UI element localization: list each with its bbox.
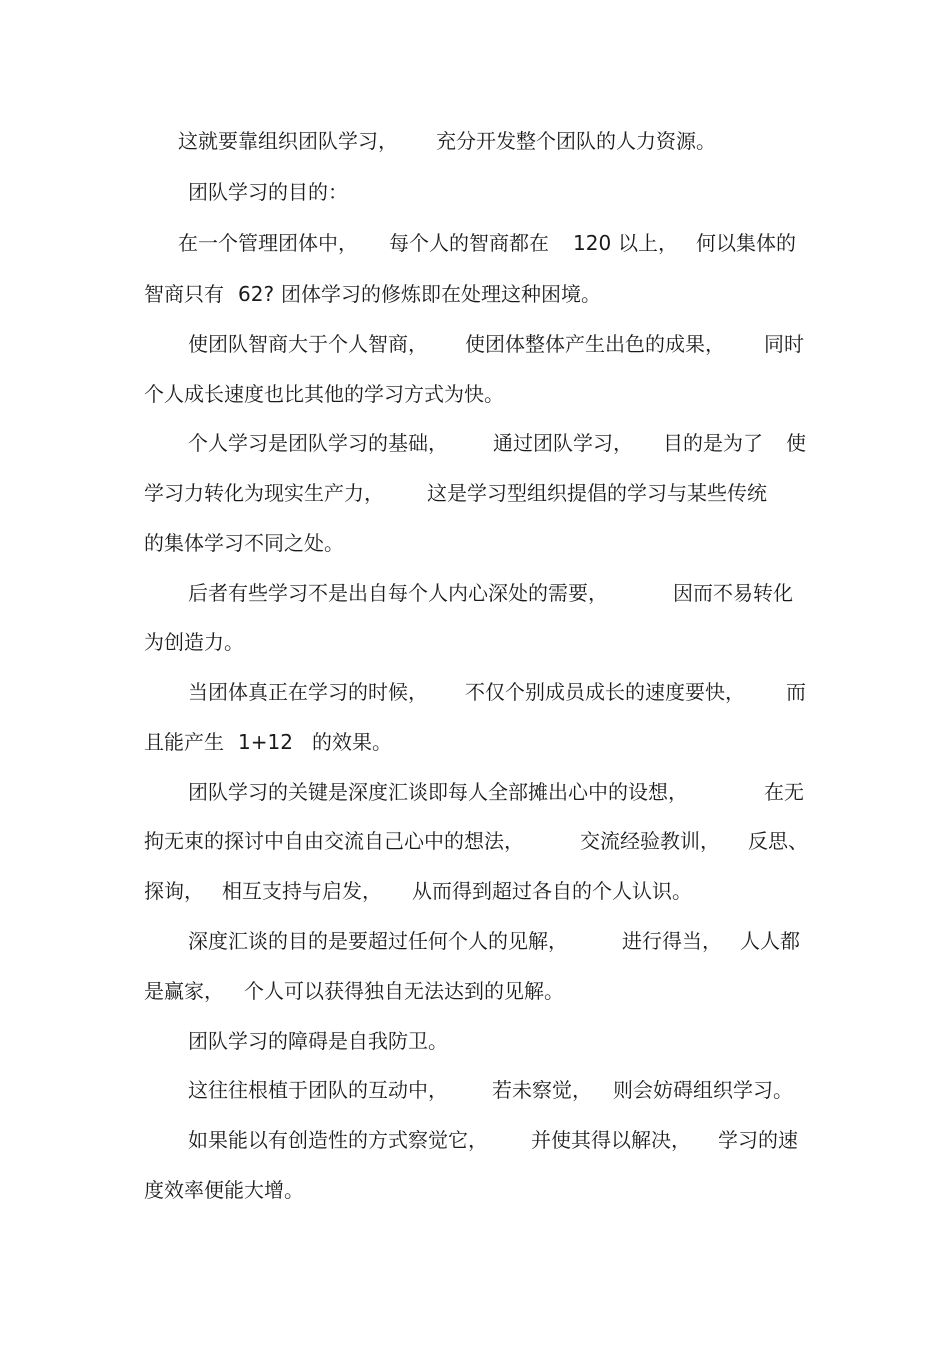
- line-22-seg-1: 度效率便能大增。: [144, 1178, 304, 1202]
- line-12-seg-2: 不仅个别成员成长的速度要快，: [465, 680, 745, 704]
- line-4-seg-3: 团体学习的修炼即在处理这种困境。: [281, 282, 601, 306]
- line-16-seg-2: 相互支持与启发，: [222, 879, 382, 903]
- line-3-seg-4: 以上，: [618, 231, 678, 255]
- line-4: [0, 279, 950, 309]
- line-15-seg-2: 交流经验教训，: [580, 829, 720, 853]
- line-3: [0, 228, 950, 258]
- line-10-seg-1: 后者有些学习不是出自每个人内心深处的需要，: [188, 581, 608, 605]
- line-17-seg-2: 进行得当，: [622, 929, 722, 953]
- line-16-seg-1: 探询，: [144, 879, 204, 903]
- line-18-seg-1: 是赢家，: [144, 979, 224, 1003]
- line-19: [0, 1026, 950, 1056]
- line-4-seg-1: 智商只有: [144, 282, 224, 306]
- line-18-seg-2: 个人可以获得独自无法达到的见解。: [244, 979, 564, 1003]
- line-12: [0, 677, 950, 707]
- line-10: [0, 578, 950, 608]
- line-3-seg-3: 120: [573, 231, 612, 255]
- line-7-seg-4: 使: [786, 431, 806, 455]
- line-5-seg-2: 使团体整体产生出色的成果，: [465, 332, 725, 356]
- line-20-seg-1: 这往往根植于团队的互动中，: [188, 1078, 448, 1102]
- line-21-seg-1: 如果能以有创造性的方式察觉它，: [188, 1128, 488, 1152]
- line-1: [0, 126, 950, 156]
- line-7: [0, 428, 950, 458]
- line-3-seg-1: 在一个管理团体中，: [178, 231, 358, 255]
- line-5: [0, 329, 950, 359]
- line-3-seg-2: 每个人的智商都在: [389, 231, 549, 255]
- line-19-seg-1: 团队学习的障碍是自我防卫。: [188, 1029, 448, 1053]
- line-21-seg-3: 学习的速: [718, 1128, 798, 1152]
- line-16-seg-3: 从而得到超过各自的个人认识。: [412, 879, 692, 903]
- line-15: [0, 826, 950, 856]
- line-15-seg-1: 拘无束的探讨中自由交流自己心中的想法，: [144, 829, 524, 853]
- line-9: [0, 528, 950, 558]
- line-1-seg-2: 充分开发整个团队的人力资源。: [436, 129, 716, 153]
- line-18: [0, 976, 950, 1006]
- line-8-seg-1: 学习力转化为现实生产力，: [144, 481, 384, 505]
- line-14: [0, 777, 950, 807]
- line-17: [0, 926, 950, 956]
- line-1-seg-1: 这就要靠组织团队学习，: [178, 129, 398, 153]
- line-13-seg-2: 1+12: [238, 730, 293, 754]
- line-6-seg-1: 个人成长速度也比其他的学习方式为快。: [144, 382, 504, 406]
- line-8: [0, 478, 950, 508]
- line-8-seg-2: 这是学习型组织提倡的学习与某些传统: [427, 481, 767, 505]
- line-4-seg-2: 62?: [238, 282, 275, 306]
- line-15-seg-3: 反思、: [748, 829, 808, 853]
- line-5-seg-3: 同时: [764, 332, 804, 356]
- line-10-seg-2: 因而不易转化: [673, 581, 793, 605]
- line-13: [0, 727, 950, 757]
- line-7-seg-2: 通过团队学习，: [493, 431, 633, 455]
- line-2: [0, 177, 950, 207]
- line-21: [0, 1125, 950, 1155]
- line-14-seg-1: 团队学习的关键是深度汇谈即每人全部摊出心中的设想，: [188, 780, 688, 804]
- line-20: [0, 1075, 950, 1105]
- line-14-seg-2: 在无: [764, 780, 804, 804]
- line-17-seg-3: 人人都: [740, 929, 800, 953]
- line-12-seg-1: 当团体真正在学习的时候，: [188, 680, 428, 704]
- line-11: [0, 627, 950, 657]
- line-13-seg-1: 且能产生: [144, 730, 224, 754]
- line-13-seg-3: 的效果。: [312, 730, 392, 754]
- line-7-seg-1: 个人学习是团队学习的基础，: [188, 431, 448, 455]
- line-7-seg-3: 目的是为了: [663, 431, 763, 455]
- line-20-seg-3: 则会妨碍组织学习。: [613, 1078, 793, 1102]
- line-11-seg-1: 为创造力。: [144, 630, 244, 654]
- line-2-seg-1: 团队学习的目的：: [188, 180, 348, 204]
- line-9-seg-1: 的集体学习不同之处。: [144, 531, 344, 555]
- line-5-seg-1: 使团队智商大于个人智商，: [188, 332, 428, 356]
- line-22: [0, 1175, 950, 1205]
- line-6: [0, 379, 950, 409]
- line-21-seg-2: 并使其得以解决，: [531, 1128, 691, 1152]
- line-20-seg-2: 若未察觉，: [492, 1078, 592, 1102]
- line-3-seg-5: 何以集体的: [696, 231, 796, 255]
- line-17-seg-1: 深度汇谈的目的是要超过任何个人的见解，: [188, 929, 568, 953]
- line-12-seg-3: 而: [786, 680, 806, 704]
- line-16: [0, 876, 950, 906]
